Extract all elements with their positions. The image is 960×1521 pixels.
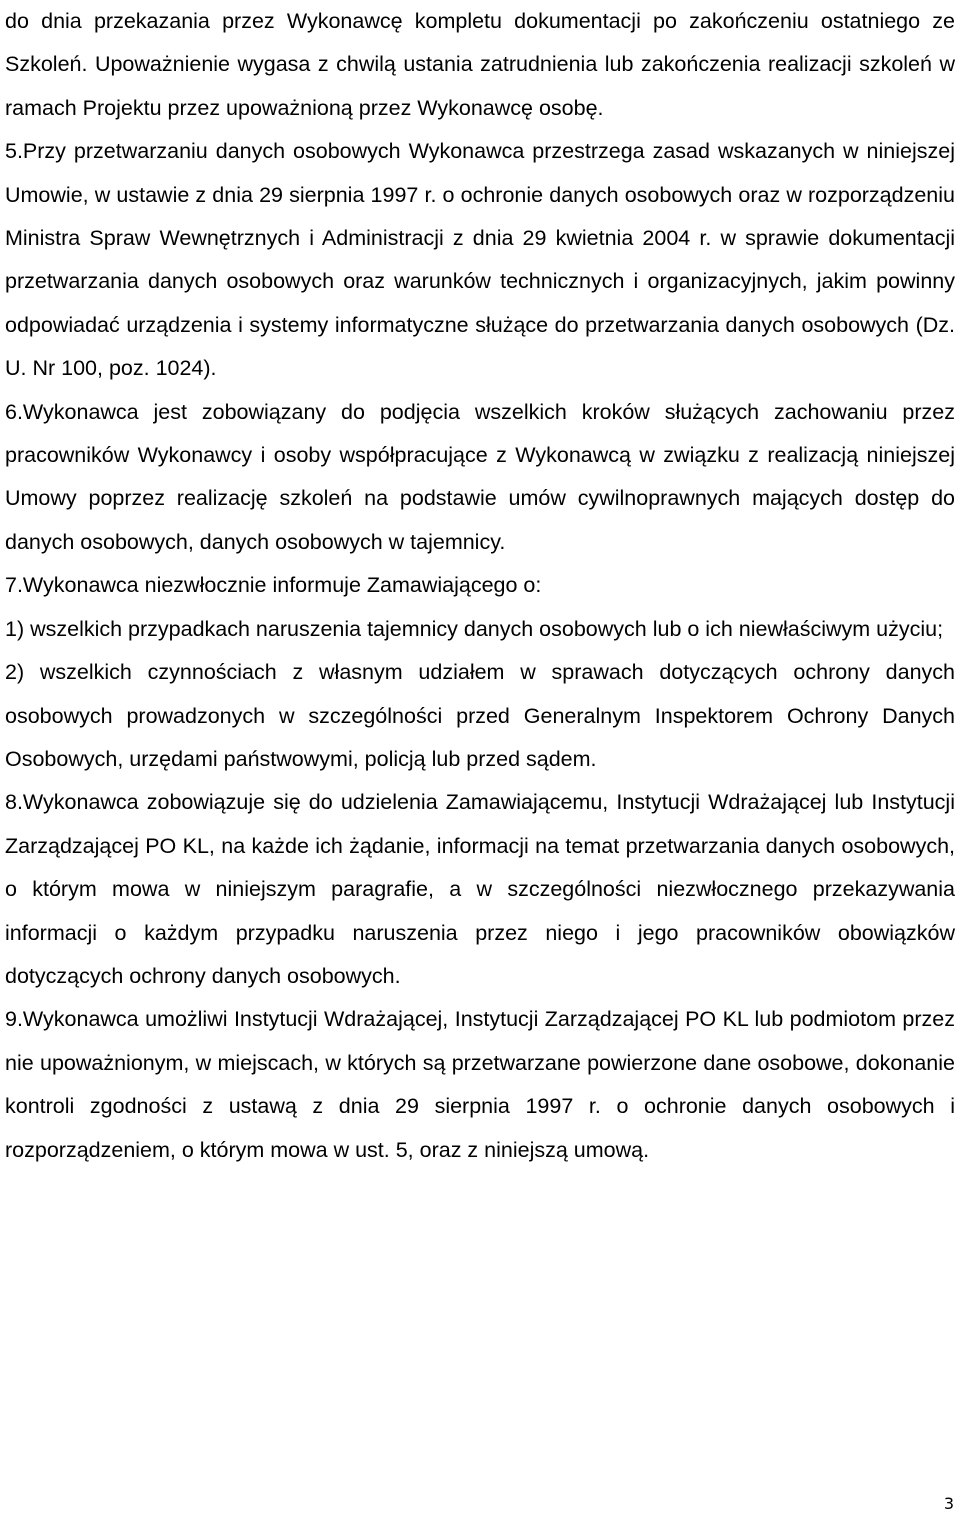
paragraph-5: 5.Przy przetwarzaniu danych osobowych Wykonawca przestrzega zasad wskazanych w niniejszej Umowie, w ustawie z dnia 29 sierpnia 1997 r. o ochronie danych osobowych oraz w rozporządzeniu Ministra Spraw Wewnętrznych i Administracji z dnia 29 kwietnia 2004 r. w sprawie dokumentacji przetwarzania danych osobowych oraz warunków technicznych i organizacyjnych, jakim powinny odpowiadać urządzenia i systemy informatyczne służące do przetwarzania danych osobowych (Dz. U. Nr 100, poz. 1024).: [5, 139, 955, 381]
paragraph-7-item-1: 1) wszelkich przypadkach naruszenia tajemnicy danych osobowych lub o ich niewłaściwym użyciu;: [5, 616, 944, 641]
page-number: 3: [943, 1494, 954, 1513]
paragraph-8: 8.Wykonawca zobowiązuje się do udzielenia Zamawiającemu, Instytucji Wdrażającej lub Instytucji Zarządzającej PO KL, na każde ich żądanie, informacji na temat przetwarzania danych osobowych, o którym mowa w niniejszym paragrafie, a w szczególności niezwłocznego przekazywania informacji o każdym przypadku naruszenia przez niego i jego pracowników obowiązków dotyczących ochrony danych osobowych.: [5, 790, 955, 988]
paragraph-6: 6.Wykonawca jest zobowiązany do podjęcia wszelkich kroków służących zachowaniu przez pracowników Wykonawcy i osoby współpracujące z Wykonawcą w związku z realizacją niniejszej Umowy poprzez realizację szkoleń na podstawie umów cywilnoprawnych mających dostęp do danych osobowych, danych osobowych w tajemnicy.: [5, 399, 955, 554]
paragraph-7-item-2: 2) wszelkich czynnościach z własnym udziałem w sprawach dotyczących ochrony danych osobowych prowadzonych w szczególności przed Generalnym Inspektorem Ochrony Danych Osobowych, urzędami państwowymi, policją lub przed sądem.: [5, 660, 955, 771]
paragraph-continuation: do dnia przekazania przez Wykonawcę kompletu dokumentacji po zakończeniu ostatniego ze Szkoleń. Upoważnienie wygasa z chwilą ustania zatrudnienia lub zakończenia realizacji szkoleń w ramach Projektu przez upoważnioną przez Wykonawcę osobę.: [5, 9, 955, 120]
document-page: [5, 0, 955, 1172]
paragraph-9: 9.Wykonawca umożliwi Instytucji Wdrażającej, Instytucji Zarządzającej PO KL lub podmiotom przez nie upoważnionym, w miejscach, w których są przetwarzane powierzone dane osobowe, dokonanie kontroli zgodności z ustawą z dnia 29 sierpnia 1997 r. o ochronie danych osobowych i rozporządzeniem, o którym mowa w ust. 5, oraz z niniejszą umową.: [5, 1007, 955, 1162]
paragraph-7: 7.Wykonawca niezwłocznie informuje Zamawiającego o:: [5, 573, 542, 598]
